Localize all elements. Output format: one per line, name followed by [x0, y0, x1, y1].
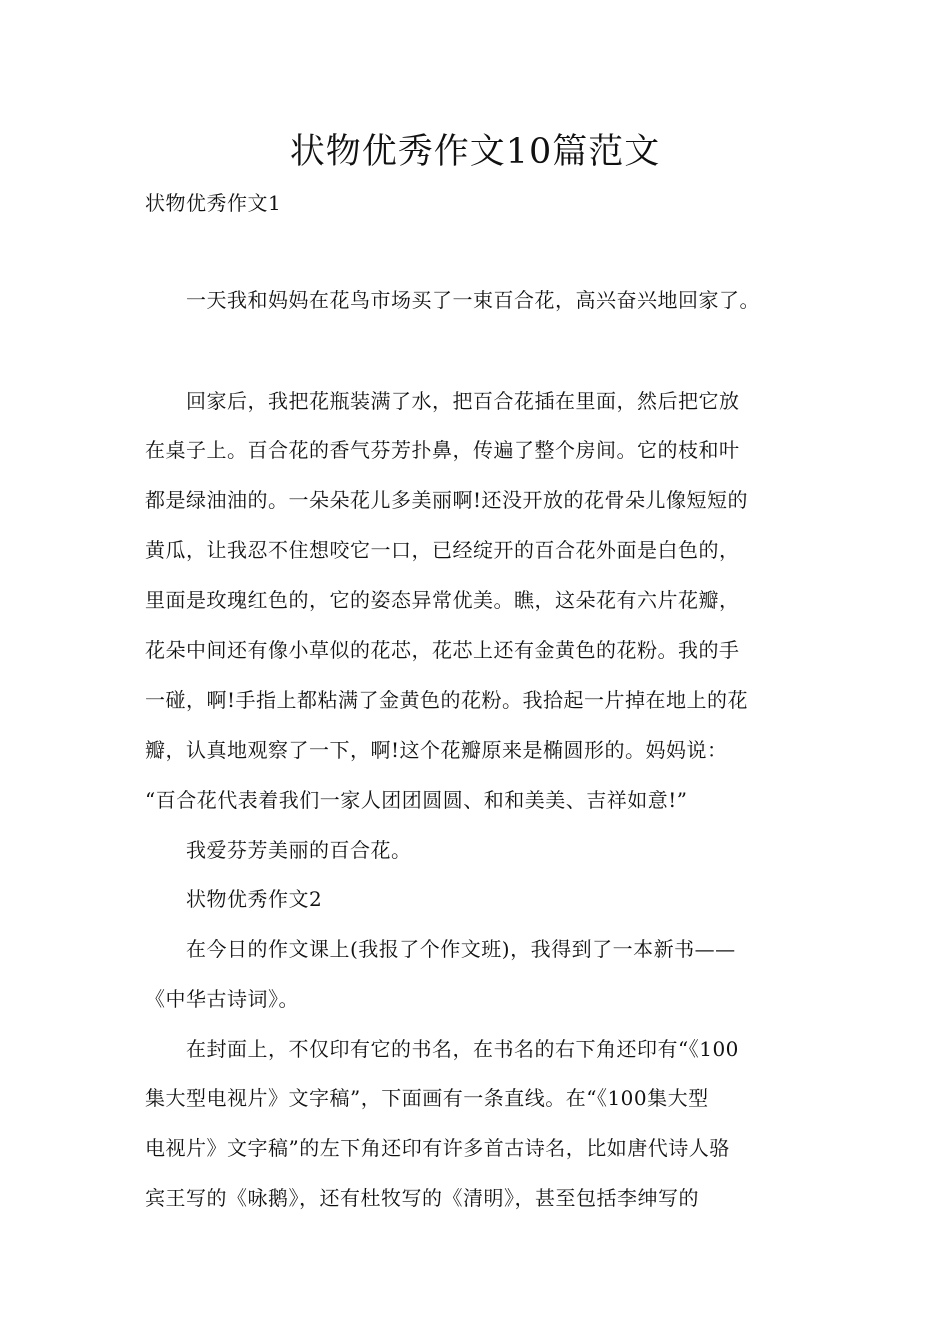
paragraph-line: 瓣，认真地观察了一下，啊!这个花瓣原来是椭圆形的。妈妈说： [145, 738, 728, 762]
paragraph-line: 在今日的作文课上(我报了个作文班)，我得到了一本新书—— [145, 937, 736, 961]
paragraph-line: 一碰，啊!手指上都粘满了金黄色的花粉。我拾起一片掉在地上的花 [145, 688, 749, 712]
paragraph-line: 我爱芬芳美丽的百合花。 [145, 838, 412, 862]
paragraph-line: 在封面上，不仅印有它的书名，在书名的右下角还印有“《100 [145, 1037, 739, 1061]
section-heading-1: 状物优秀作文1 [145, 191, 282, 215]
paragraph-line: 集大型电视片》文字稿”，下面画有一条直线。在“《100集大型 [145, 1086, 709, 1110]
paragraph-line: 花朵中间还有像小草似的花芯，花芯上还有金黄色的花粉。我的手 [145, 638, 740, 662]
paragraph-line: 在桌子上。百合花的香气芬芳扑鼻，传遍了整个房间。它的枝和叶 [145, 438, 740, 462]
paragraph-line: 一天我和妈妈在花鸟市场买了一束百合花，高兴奋兴地回家了。 [145, 288, 760, 312]
paragraph-line: 《中华古诗词》。 [145, 987, 299, 1011]
paragraph-line: 都是绿油油的。一朵朵花儿多美丽啊!还没开放的花骨朵儿像短短的 [145, 488, 749, 512]
section-heading-2: 状物优秀作文2 [145, 887, 323, 911]
paragraph-line: 里面是玫瑰红色的，它的姿态异常优美。瞧，这朵花有六片花瓣， [145, 588, 740, 612]
paragraph-line: 宾王写的《咏鹅》，还有杜牧写的《清明》，甚至包括李绅写的 [145, 1186, 699, 1210]
paragraph-line: 回家后，我把花瓶装满了水，把百合花插在里面，然后把它放 [145, 389, 740, 413]
paragraph-line: 电视片》文字稿”的左下角还印有许多首古诗名，比如唐代诗人骆 [145, 1136, 730, 1160]
document-title: 状物优秀作文10篇范文 [289, 132, 661, 172]
paragraph-line: 黄瓜，让我忍不住想咬它一口，已经绽开的百合花外面是白色的， [145, 538, 740, 562]
paragraph-line: “百合花代表着我们一家人团团圆圆、和和美美、吉祥如意!” [145, 788, 688, 812]
